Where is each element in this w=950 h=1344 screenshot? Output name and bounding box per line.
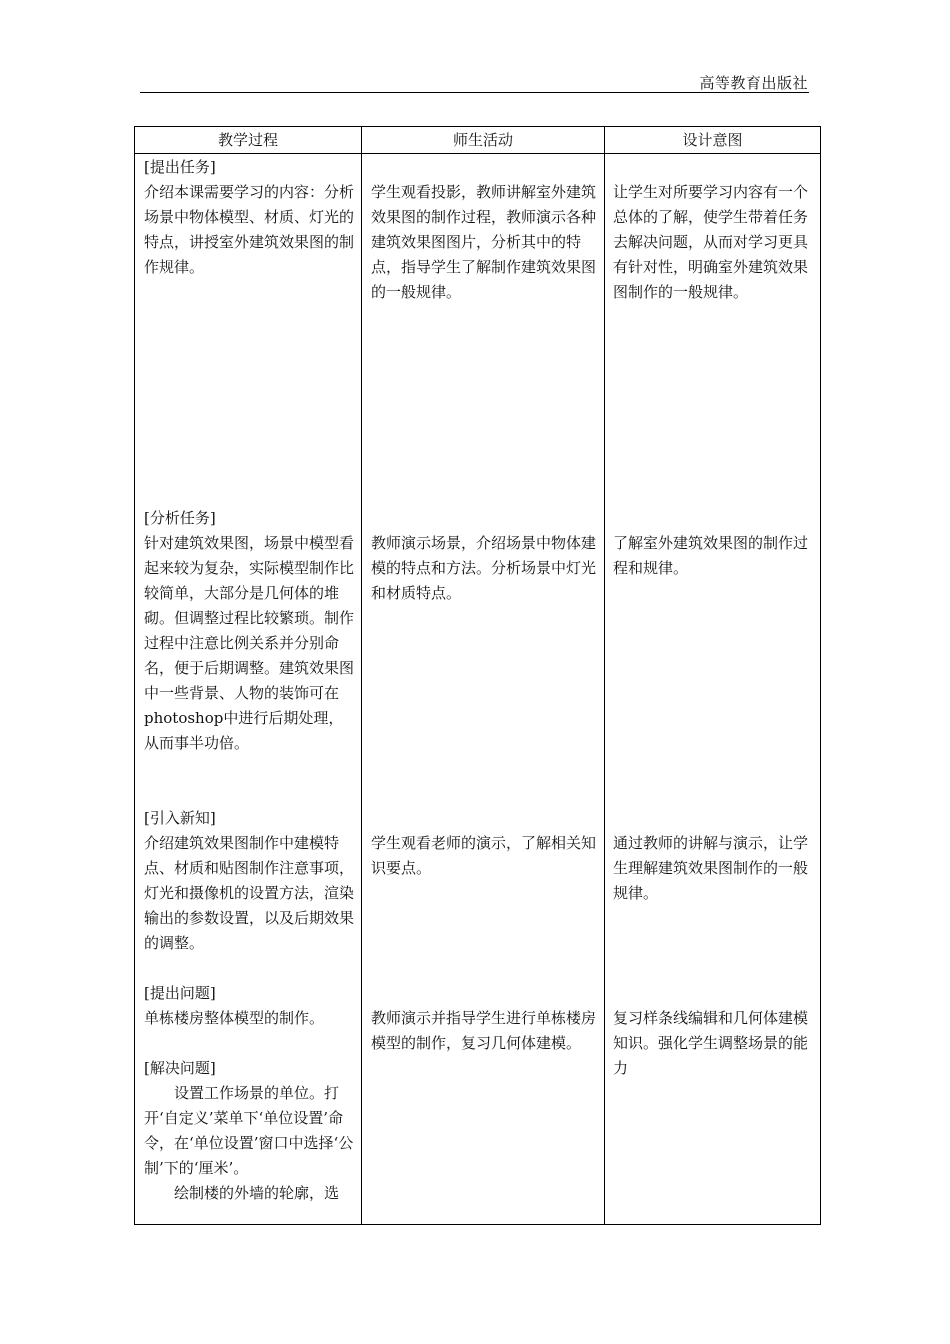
intent-text: 通过教师的讲解与演示，让学生理解建筑效果图制作的一般规律。 — [613, 834, 809, 902]
activity-block — [371, 1006, 597, 1056]
process-text: 介绍本课需要学习的内容：分析场景中物体模型、材质、灯光的特点，讲授室外建筑效果图的制作规律。 — [144, 183, 355, 276]
process-text: 针对建筑效果图，场景中模型看起来较为复杂，实际模型制作比较简单，大部分是几何体的堆砌。但调整过程比较繁琐。制作过程中注意比例关系并分别命名，便于后期调整。建筑效果图中一些背景、人物的装饰可在photoshop中进行后期处理，从而事半功倍。 — [144, 534, 355, 752]
process-column — [144, 154, 355, 1224]
header-teaching-process: 教学过程 — [217, 131, 278, 149]
process-text: 介绍建筑效果图制作中建模特点、材质和贴图制作注意事项，灯光和摄像机的设置方法，渲染输出的参数设置，以及后期效果的调整。 — [144, 834, 355, 952]
activity-block — [371, 531, 597, 606]
lesson-table — [134, 126, 821, 1225]
intent-block — [613, 531, 813, 581]
process-paragraph: 绘制楼的外墙的轮廓，选 — [174, 1184, 340, 1202]
section-title: [解决问题] — [144, 1059, 216, 1077]
header-design-intent: 设计意图 — [682, 131, 743, 149]
activity-text: 学生观看老师的演示，了解相关知识要点。 — [371, 834, 597, 877]
intent-block — [613, 831, 813, 906]
activity-text: 学生观看投影，教师讲解室外建筑效果图的制作过程，教师演示各种建筑效果图图片，分析其中的特点，指导学生了解制作建筑效果图的一般规律。 — [371, 183, 597, 301]
section-title: [提出任务] — [144, 158, 216, 176]
section-propose-task — [144, 155, 355, 280]
activity-block — [371, 180, 597, 305]
section-analyze-task — [144, 506, 355, 756]
section-solve-problem — [144, 1056, 355, 1206]
section-title: [分析任务] — [144, 509, 216, 527]
activity-block — [371, 831, 597, 881]
activity-text: 教师演示场景，介绍场景中物体建模的特点和方法。分析场景中灯光和材质特点。 — [371, 534, 597, 602]
section-introduce-knowledge — [144, 806, 355, 956]
process-paragraph: 设置工作场景的单位。打开‘自定义’菜单下‘单位设置’命令，在‘单位设置’窗口中选择‘公制’下的‘厘米’。 — [144, 1084, 354, 1177]
column-divider — [361, 127, 362, 1224]
intent-text: 让学生对所要学习内容有一个总体的了解，使学生带着任务去解决问题，从而对学习更具有针对性，明确室外建筑效果图制作的一般规律。 — [613, 183, 809, 301]
process-text: 单栋楼房整体模型的制作。 — [144, 1009, 325, 1027]
activity-column — [371, 154, 597, 1224]
section-title: [引入新知] — [144, 809, 216, 827]
intent-block — [613, 180, 813, 305]
intent-block — [613, 1006, 813, 1081]
publisher-name: 高等教育出版社 — [699, 74, 808, 92]
intent-text: 复习样条线编辑和几何体建模知识。强化学生调整场景的能力 — [613, 1009, 809, 1077]
intent-text: 了解室外建筑效果图的制作过程和规律。 — [613, 534, 809, 577]
activity-text: 教师演示并指导学生进行单栋楼房模型的制作，复习几何体建模。 — [371, 1009, 597, 1052]
section-raise-question — [144, 981, 355, 1031]
header-rule — [140, 92, 809, 93]
section-title: [提出问题] — [144, 984, 216, 1002]
column-divider — [604, 127, 605, 1224]
header-teacher-student-activity: 师生活动 — [452, 131, 513, 149]
table-header-row — [135, 127, 820, 154]
intent-column — [613, 154, 813, 1224]
